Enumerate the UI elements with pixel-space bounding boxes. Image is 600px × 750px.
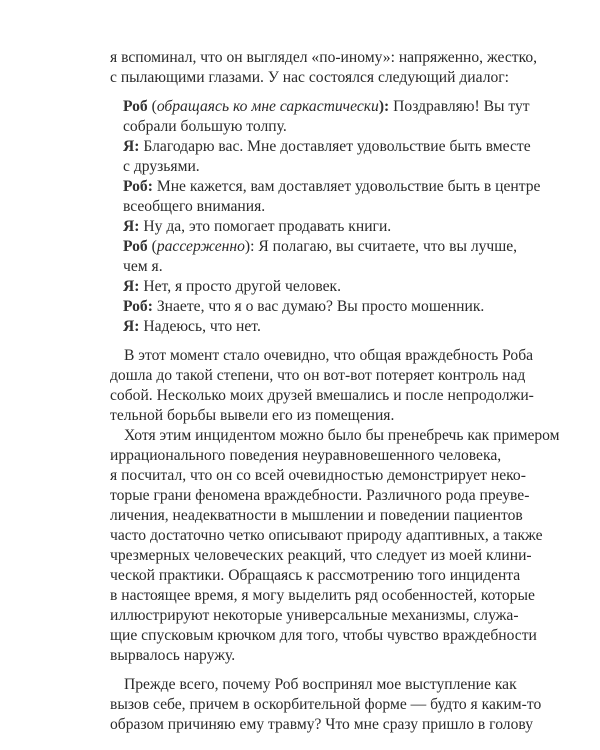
paren: ): bbox=[244, 238, 255, 255]
dialogue-line bbox=[123, 197, 475, 217]
text-line: Прежде всего, почему Роб воспринял мое выступление как bbox=[124, 676, 517, 693]
text-line: я посчитал, что он со всей очевидностью демонстрирует неко- bbox=[110, 467, 526, 484]
dialogue-line bbox=[123, 137, 531, 157]
speaker-name: Роб bbox=[123, 238, 148, 255]
speaker-name: Я: bbox=[123, 138, 140, 155]
dialogue-text: чем я. bbox=[123, 258, 163, 275]
text-line: торые грани феномена враждебности. Различного рода преуве- bbox=[110, 487, 530, 504]
speaker-name: Роб bbox=[123, 98, 148, 115]
dialogue-line bbox=[123, 157, 475, 177]
text-line: вырвалось наружу. bbox=[110, 647, 236, 664]
text-line: щие спусковым крючком для того, чтобы чувство враждебности bbox=[110, 627, 537, 644]
text-line: образом причиняю ему травму? Что мне сразу пришло в голову bbox=[110, 716, 533, 733]
stage-remark: рассерженно bbox=[156, 238, 245, 255]
text-line: часто достаточно четко описывают природу адаптивных, а также bbox=[110, 527, 543, 544]
dialogue-text: с друзьями. bbox=[123, 158, 200, 175]
dialogue-line bbox=[123, 217, 475, 237]
speaker-name: Роб: bbox=[123, 298, 153, 315]
dialogue-line bbox=[123, 277, 475, 297]
text-line: вызов себе, причем в оскорбительной форме — будто я каким-то bbox=[110, 696, 542, 713]
text-line: иллюстрируют некоторые универсальные механизмы, служа- bbox=[110, 607, 519, 624]
text-line: личения, неадекватности в мышлении и поведении пациентов bbox=[110, 507, 523, 524]
dialogue-line bbox=[123, 97, 530, 117]
speaker-name: Я: bbox=[123, 318, 140, 335]
dialogue-line bbox=[123, 177, 541, 197]
dialogue-text: Надеюсь, что нет. bbox=[139, 318, 261, 335]
stage-remark: обращаясь ко мне саркастически bbox=[156, 98, 379, 115]
text-line: В этот момент стало очевидно, что общая враждебность Роба bbox=[124, 347, 534, 364]
text-line: с пылающими глазами. У нас состоялся следующий диалог: bbox=[110, 69, 510, 86]
speaker-name: Роб: bbox=[123, 178, 153, 195]
text-line: ческой практики. Обращаясь к рассмотрению того инцидента bbox=[110, 567, 521, 584]
dialogue-text: Знаете, что я о вас думаю? Вы просто мошенник. bbox=[152, 298, 485, 315]
dialogue-text: Я полагаю, вы считаете, что вы лучше, bbox=[254, 238, 518, 255]
dialogue-line bbox=[123, 257, 475, 277]
text-line: собой. Несколько моих друзей вмешались и после непродолжи- bbox=[110, 387, 534, 404]
text-line: в настоящее время, я могу выделить ряд особенностей, которые bbox=[110, 587, 535, 604]
text-line: дошла до такой степени, что он вот-вот потеряет контроль над bbox=[110, 367, 526, 384]
paren: ): bbox=[378, 98, 390, 115]
text-line: тельной борьбы вывели его из помещения. bbox=[110, 407, 395, 424]
speaker-name: Я: bbox=[123, 218, 140, 235]
dialogue-text: Мне кажется, вам доставляет удовольствие быть в центре bbox=[152, 178, 541, 195]
dialogue-text: Ну да, это помогает продавать книги. bbox=[139, 218, 392, 235]
text-line: чрезмерных человеческих реакций, что следует из моей клини- bbox=[110, 547, 532, 564]
text-line: Хотя этим инцидентом можно было бы пренебречь как примером bbox=[124, 427, 560, 444]
dialogue-text: Благодарю вас. Мне доставляет удовольствие быть вместе bbox=[139, 138, 531, 155]
speaker-name: Я: bbox=[123, 278, 140, 295]
dialogue-line bbox=[123, 117, 475, 137]
dialogue-line bbox=[123, 317, 475, 337]
dialogue-text: Нет, я просто другой человек. bbox=[139, 278, 341, 295]
dialogue-line bbox=[123, 237, 518, 257]
dialogue-text: Поздравляю! Вы тут bbox=[389, 98, 530, 115]
paren: ( bbox=[147, 98, 157, 115]
dialogue-text: собрали большую толпу. bbox=[123, 118, 287, 135]
text-line: я вспоминал, что он выглядел «по-иному»: напряженно, жестко, bbox=[110, 49, 538, 66]
paren: ( bbox=[147, 238, 157, 255]
text-line: иррационального поведения неуравновешенного человека, bbox=[110, 447, 502, 464]
dialogue-text: всеобщего внимания. bbox=[123, 198, 266, 215]
dialogue-line bbox=[123, 297, 485, 317]
